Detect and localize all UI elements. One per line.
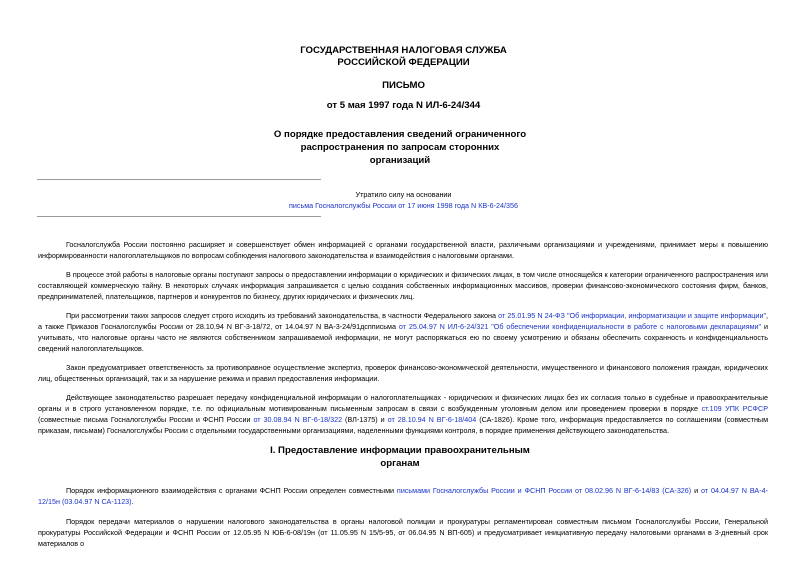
paragraph-5-text-b: (совместные письма Госналогслужбы России и ФСНП России	[38, 415, 254, 424]
paragraph-6-text-a: Порядок информационного взаимодействия с органами ФСНП России определен совместными	[66, 486, 397, 495]
document-title-line1: О порядке предоставления сведений ограниченного	[273, 129, 527, 140]
repeal-letter-link[interactable]: письма Госналогслужбы России от 17 июня 1998 года N КВ-6-24/356	[288, 201, 518, 210]
status-note-line1: Утратило силу на основании	[355, 190, 452, 199]
paragraph-3-text-b: , а также Приказов Госналогслужбы России от 28.10.94 N ВГ-3-18/72, от 14.04.97 N ВА-3-24/91дсп	[38, 311, 769, 331]
document-title-line3: организаций	[369, 155, 431, 166]
org-name-line1: ГОСУДАРСТВЕННАЯ НАЛОГОВАЯ СЛУЖБА	[300, 45, 507, 56]
joint-letter-1997-link[interactable]: от 04.04.97 N ВА-4-12/15н (03.04.97 N СА-1123)	[38, 486, 768, 506]
upk-article-link[interactable]: ст.109 УПК РСФСР	[701, 404, 768, 413]
joint-letter-1994-08-link[interactable]: от 30.08.94 N ВГ-6-18/322	[253, 415, 343, 424]
paragraph-1: Госналогслужба России постоянно расширяет и совершенствует обмен информацией с органами государственной власти, различными организациями и учреждениями, принимает меры к повышению информированности налогоплательщиков по вопросам соблюдения налогового законодательства и взаимодействия с налоговыми органами.	[38, 240, 768, 260]
section-1-heading-line2: органам	[380, 458, 420, 469]
paragraph-6-text-c: .	[131, 497, 134, 506]
document-title	[150, 128, 650, 167]
paragraph-2: В процессе этой работы в налоговые органы поступают запросы о предоставлении информации о юридических и физических лицах, в том числе относящейся к категории ограниченного распространения или составляющей коммерческую тайну. В некоторых случаях информация запрашивается с целью создания собственных информационных массивов, проверки финансово-экономического состояния фирм, банков, предпринимателей, плательщиков, партнеров и конкурентов по бизнесу, других юридических и физических лиц.	[38, 270, 768, 301]
paragraph-4: Закон предусматривает ответственность за противоправное осуществление экспертиз, проверок финансово-экономической деятельности, имущественного и финансового положения граждан, юридических лиц, общественных организаций, так и за нарушение режима и правил предоставления информации.	[38, 363, 768, 383]
paragraph-3-text-a: При рассмотрении таких запросов следует строго исходить из требований законодательства, в частности Федерального закона	[66, 311, 499, 320]
paragraph-5-text-d: (СА-1826). Кроме того, информация предоставляется по соглашениям (совместным приказам, письмам) Госналогслужбы России с отдельными государственными организациями, наделенными функциями контроля, в порядке применения действующего законодательства.	[38, 415, 769, 435]
paragraph-3	[38, 310, 768, 354]
paragraph-7: Порядок передачи материалов о нарушении налогового законодательства в органы налоговой полиции и прокуратуры регламентирован совместным письмом Госналогслужбы России, Генеральной прокуратуры Российской Федерации и ФСНП России от 12.05.95 N ЮБ-6-08/19н (от 11.05.95 N 15/5-95, от 06.04.95 N ВП-605) и предусматривает инициативную передачу налоговыми органами в 3-дневный срок материалов о	[38, 517, 768, 548]
document-date-number: от 5 мая 1997 года N ИЛ-6-24/344	[326, 100, 481, 111]
section-1-heading-line1: I. Предоставление информации правоохранительным	[270, 445, 530, 456]
divider-bottom	[37, 216, 321, 217]
joint-letter-1994-10-link[interactable]: от 28.10.94 N ВГ-6-18/404	[387, 415, 477, 424]
paragraph-5-text-a: Действующее законодательство разрешает передачу конфиденциальной информации о налогоплательщиках - юридических и физических лицах без их согласия только в судебные и правоохранительные органы и в строго установленном порядке, т.е. по официальным мотивированным письменным запросам в связи с возбужденным уголовным делом или проведением проверки в порядке	[38, 393, 768, 413]
paragraph-6-text-b: и	[691, 486, 701, 495]
paragraph-6	[38, 485, 768, 507]
document-title-line2: распространения по запросам сторонних	[300, 142, 500, 153]
paragraph-5-text-c: (ВЛ-1375) и	[342, 415, 388, 424]
document-type: ПИСЬМО	[382, 80, 425, 91]
section-1-heading	[150, 444, 650, 470]
paragraph-3-text-c: письма	[371, 322, 399, 331]
federal-law-link[interactable]: от 25.01.95 N 24-ФЗ "Об информации, информатизации и защите информации"	[498, 311, 767, 320]
org-name-line2: РОССИЙСКОЙ ФЕДЕРАЦИИ	[337, 57, 470, 68]
confidentiality-letter-link[interactable]: от 25.04.97 N ИЛ-6-24/321 "Об обеспечении конфиденциальности в работе с налоговыми декларациями"	[398, 322, 762, 331]
status-note-line2	[0, 201, 807, 211]
paragraph-3-text-d: и учитывать, что налоговые органы часто не являются собственником запрашиваемой информации, не могут распоряжаться ею по своему усмотрению и обязаны обеспечить сохранность и конфиденциальность сведений налогоплательщиков.	[38, 322, 768, 353]
joint-letters-1996-link[interactable]: письмами Госналогслужбы России и ФСНП России от 08.02.96 N ВГ-6-14/83 (СА-326)	[396, 486, 692, 495]
paragraph-5	[38, 392, 768, 436]
divider-top	[37, 179, 321, 180]
